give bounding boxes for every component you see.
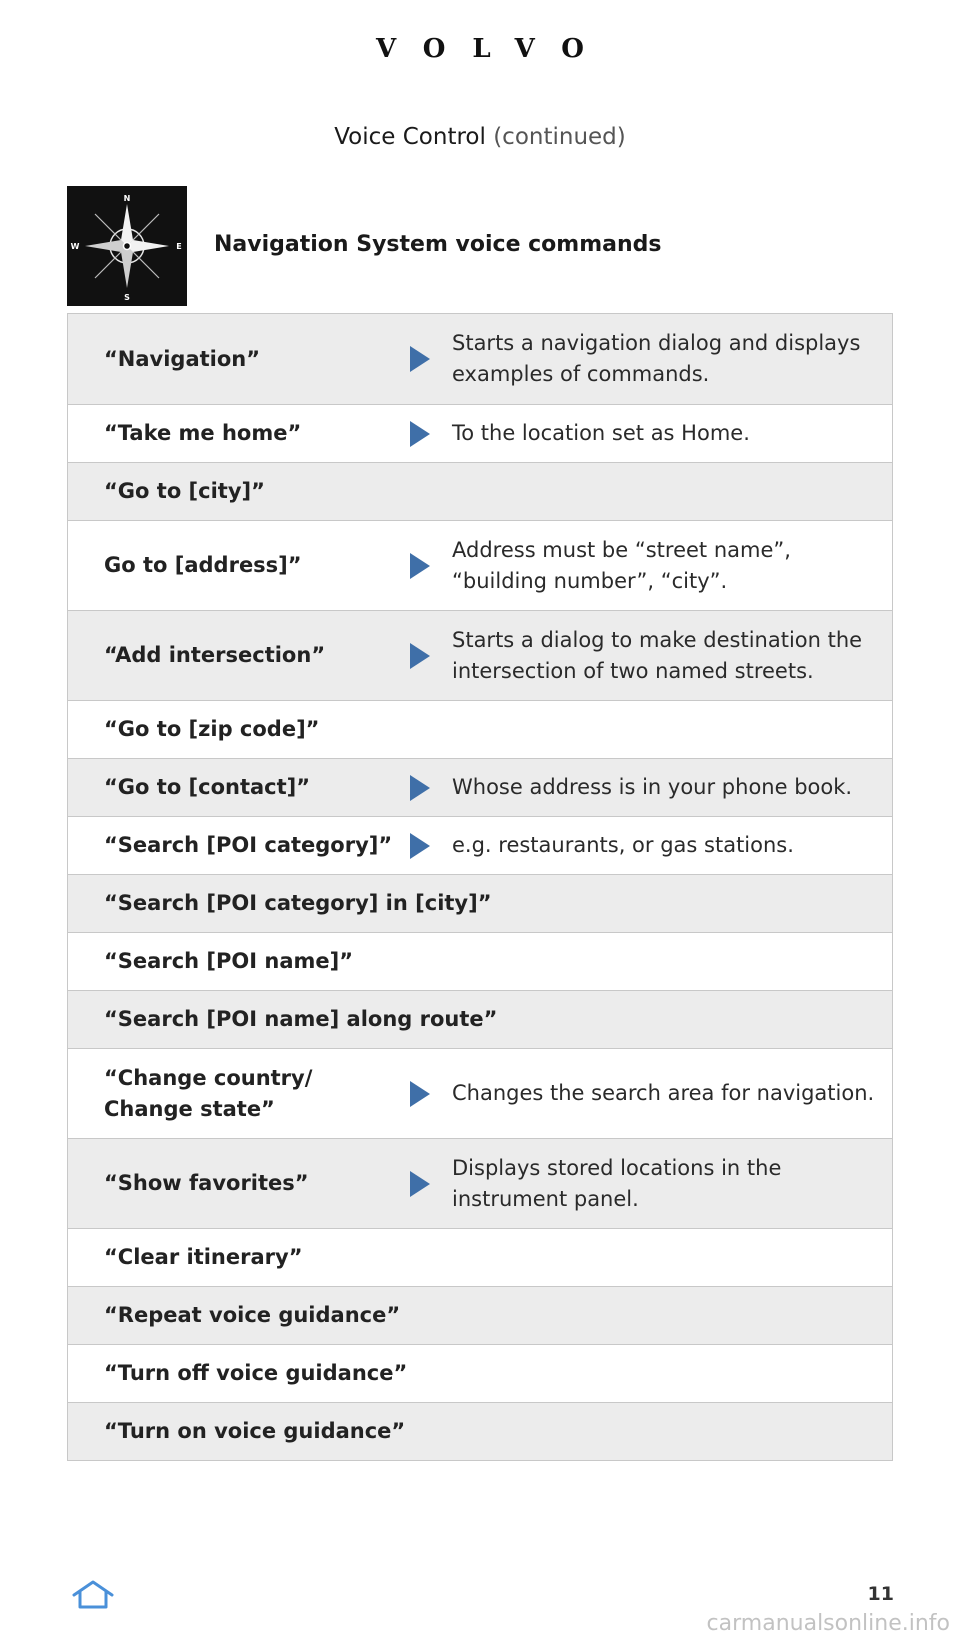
section-title-main: Voice Control (334, 124, 486, 150)
command-description: Changes the search area for navigation. (452, 1081, 875, 1105)
table-row (68, 700, 892, 758)
table-row (68, 1402, 892, 1460)
triangle-right-icon (410, 775, 430, 801)
table-row (68, 758, 892, 816)
triangle-right-icon (410, 553, 430, 579)
table-row (68, 520, 892, 610)
command-text: “Go to [contact]” (104, 775, 311, 799)
command-text: Go to [address]” (104, 553, 302, 577)
compass-graphic (67, 186, 187, 306)
command-text: “Turn off voice guidance” (104, 1361, 408, 1385)
triangle-right-icon (410, 833, 430, 859)
table-row (68, 816, 892, 874)
page-number: 11 (867, 1583, 894, 1605)
command-description: To the location set as Home. (452, 421, 750, 445)
compass-label-s: S (124, 293, 130, 302)
table-row (68, 932, 892, 990)
compass-label-e: E (176, 242, 182, 251)
command-description: Starts a dialog to make destination the intersection of two named streets. (452, 627, 863, 683)
table-row (68, 1138, 892, 1228)
compass-label-w: W (70, 242, 80, 251)
command-text: “Search [POI name] along route” (104, 1007, 498, 1031)
command-text: “Clear itinerary” (104, 1245, 303, 1269)
commands-table (67, 313, 893, 1461)
triangle-right-icon (410, 421, 430, 447)
watermark-text: carmanualsonline.info (706, 1611, 950, 1636)
table-row (68, 1286, 892, 1344)
command-text: “Change country/ Change state” (104, 1065, 313, 1121)
command-description: Address must be “street name”, “building number”, “city”. (452, 537, 791, 593)
command-text: “Repeat voice guidance” (104, 1303, 401, 1327)
table-row (68, 1048, 892, 1138)
command-text: “Search [POI name]” (104, 949, 354, 973)
triangle-right-icon (410, 1171, 430, 1197)
table-row (68, 610, 892, 700)
triangle-right-icon (410, 643, 430, 669)
command-text: “Go to [city]” (104, 479, 265, 503)
command-text: “Take me home” (104, 421, 302, 445)
section-title-suffix: (continued) (493, 124, 626, 150)
command-text: “Search [POI category] in [city]” (104, 891, 492, 915)
command-text: “Go to [zip code]” (104, 717, 320, 741)
command-text: “Show favorites” (104, 1171, 309, 1195)
table-row (68, 990, 892, 1048)
table-row (68, 1344, 892, 1402)
command-text: “Turn on voice guidance” (104, 1419, 406, 1443)
table-row (68, 462, 892, 520)
command-description: Displays stored locations in the instrument panel. (452, 1155, 782, 1211)
home-icon[interactable] (72, 1580, 114, 1614)
brand-logo: VOLVO (376, 34, 611, 64)
table-row (68, 314, 892, 404)
table-row (68, 404, 892, 462)
table-row (68, 1228, 892, 1286)
triangle-right-icon (410, 346, 430, 372)
command-description: Starts a navigation dialog and displays examples of commands. (452, 331, 861, 386)
section-title (0, 124, 960, 150)
compass-label-n: N (123, 194, 131, 203)
triangle-right-icon (410, 1081, 430, 1107)
nav-commands-heading: Navigation System voice commands (214, 232, 662, 257)
command-description: e.g. restaurants, or gas stations. (452, 833, 794, 857)
table-row (68, 874, 892, 932)
compass-icon (67, 186, 187, 306)
command-text: “Search [POI category]” (104, 833, 393, 857)
command-description: Whose address is in your phone book. (452, 775, 853, 799)
command-text: “Add intersection” (104, 643, 326, 667)
command-text: “Navigation” (104, 346, 261, 371)
